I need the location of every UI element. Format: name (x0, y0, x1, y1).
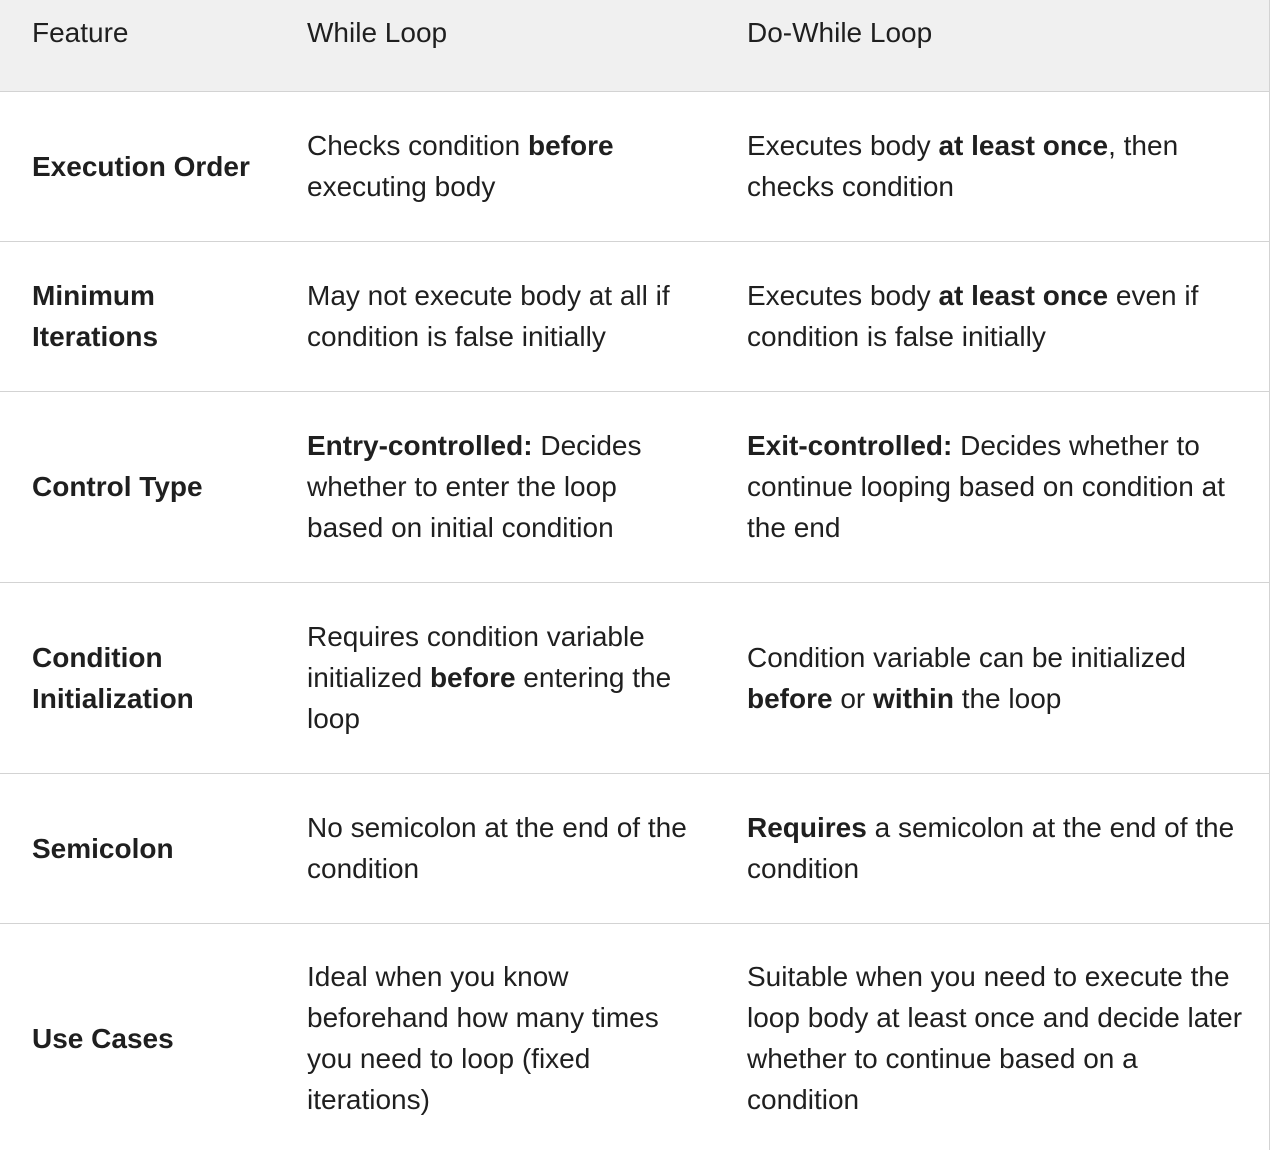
table-row (0, 773, 1270, 923)
table-row (0, 582, 1270, 773)
feature-cell: Use Cases (0, 923, 275, 1150)
while-cell: Entry-controlled: Decides whether to enter the loop based on initial condition (275, 391, 715, 582)
do-while-cell: Condition variable can be initialized before or within the loop (715, 582, 1270, 773)
while-cell: No semicolon at the end of the condition (275, 773, 715, 923)
table-row (0, 91, 1270, 241)
table-header-row (0, 0, 1270, 91)
while-cell: Requires condition variable initialized before entering the loop (275, 582, 715, 773)
table-row (0, 241, 1270, 391)
do-while-cell: Suitable when you need to execute the loop body at least once and decide later whether to continue based on a condition (715, 923, 1270, 1150)
do-while-cell: Requires a semicolon at the end of the condition (715, 773, 1270, 923)
while-cell: May not execute body at all if condition is false initially (275, 241, 715, 391)
feature-cell: Condition Initialization (0, 582, 275, 773)
while-cell: Checks condition before executing body (275, 91, 715, 241)
header-feature: Feature (0, 0, 275, 91)
while-cell: Ideal when you know beforehand how many times you need to loop (fixed iterations) (275, 923, 715, 1150)
do-while-cell: Executes body at least once, then checks condition (715, 91, 1270, 241)
table-row (0, 923, 1270, 1150)
feature-cell: Semicolon (0, 773, 275, 923)
table-row (0, 391, 1270, 582)
header-do-while-loop: Do-While Loop (715, 0, 1270, 91)
feature-cell: Control Type (0, 391, 275, 582)
header-while-loop: While Loop (275, 0, 715, 91)
do-while-cell: Exit-controlled: Decides whether to continue looping based on condition at the end (715, 391, 1270, 582)
feature-cell: Execution Order (0, 91, 275, 241)
feature-cell: Minimum Iterations (0, 241, 275, 391)
do-while-cell: Executes body at least once even if condition is false initially (715, 241, 1270, 391)
